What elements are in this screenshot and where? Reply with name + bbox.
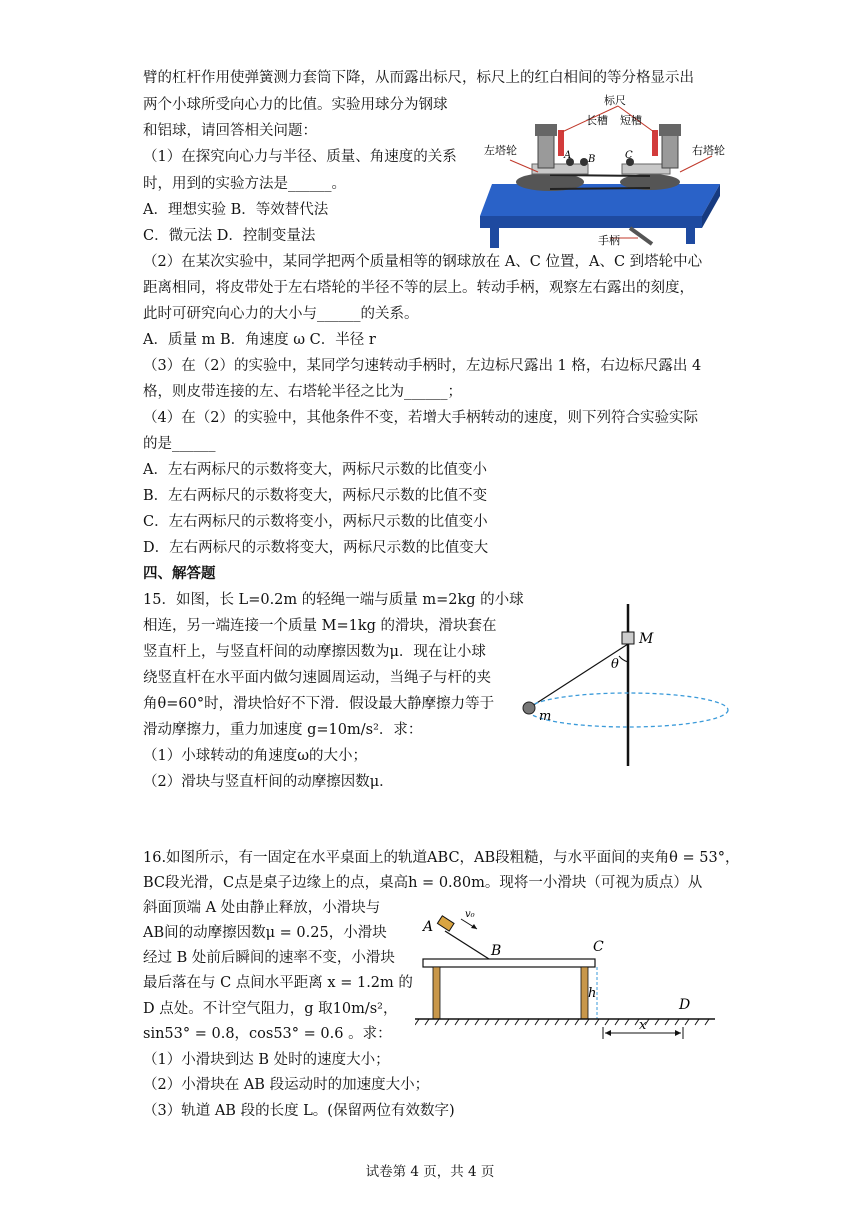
q14-line-17: C．左右两标尺的示数将变小，两标尺示数的比值变小 xyxy=(143,514,488,530)
conical-pendulum-figure xyxy=(515,600,740,770)
q15-line-2: 竖直杆上，与竖直杆间的动摩擦因数为μ．现在让小球 xyxy=(143,644,486,660)
q15-line-3: 绕竖直杆在水平面内做匀速圆周运动，当绳子与杆的夹 xyxy=(143,670,491,686)
q14-line-1: 两个小球所受向心力的比值。实验用球分为钢球 xyxy=(143,97,448,113)
q16-line-10: （3）轨道 AB 段的长度 L。(保留两位有效数字) xyxy=(143,1103,455,1119)
q16-line-7: sin53° = 0.8，cos53° = 0.6 。求： xyxy=(143,1026,392,1042)
q14-line-9: 此时可研究向心力的大小与______的关系。 xyxy=(143,306,419,322)
table-leg-right xyxy=(581,967,588,1019)
label-B: B xyxy=(491,943,502,959)
q16-line-8: （1）小滑块到达 B 处时的速度大小； xyxy=(143,1052,390,1068)
label-right-pulley: 右塔轮 xyxy=(692,144,725,157)
table-leg-left xyxy=(433,967,440,1019)
track-table-figure xyxy=(415,905,725,1040)
label-c: C xyxy=(625,150,633,161)
q15-line-6: （1）小球转动的角速度ω的大小； xyxy=(143,748,368,764)
label-A: A xyxy=(423,919,434,935)
q16-line-6: D 点处。不计空气阻力，g 取10m/s²， xyxy=(143,1001,398,1017)
slider-block xyxy=(622,632,634,644)
label-short-groove: 短槽 xyxy=(620,114,642,127)
label-h: h xyxy=(588,986,597,1001)
ground-hatch xyxy=(415,1019,709,1025)
q16-line-1: BC段光滑，C点是桌子边缘上的点，桌高h = 0.80m。现将一小滑块（可视为质点）从 xyxy=(143,875,703,891)
q16-line-3: AB间的动摩擦因数μ = 0.25，小滑块 xyxy=(143,925,387,941)
q14-line-4: 时，用到的实验方法是______。 xyxy=(143,176,346,192)
page-footer: 试卷第 4 页，共 4 页 xyxy=(365,1164,495,1180)
q14-line-14: 的是______ xyxy=(143,436,216,452)
table-front xyxy=(480,216,702,228)
q14-line-10: A．质量 m B．角速度 ω C．半径 r xyxy=(143,332,376,348)
q15-line-1: 相连，另一端连接一个质量 M=1kg 的滑块，滑块套在 xyxy=(143,618,497,634)
q16-line-2: 斜面顶端 A 处由静止释放，小滑块与 xyxy=(143,900,381,916)
q14-line-2: 和铝球，请回答相关问题： xyxy=(143,123,317,139)
q14-line-3: （1）在探究向心力与半径、质量、角速度的关系 xyxy=(143,149,457,165)
q14-line-16: B．左右两标尺的示数将变大，两标尺示数的比值不变 xyxy=(143,488,488,504)
right-ruler xyxy=(652,130,658,156)
q15-line-7: （2）滑块与竖直杆间的动摩擦因数μ． xyxy=(143,774,394,790)
q15-line-4: 角θ=60°时，滑块恰好不下滑．假设最大静摩擦力等于 xyxy=(143,696,495,712)
q14-line-15: A．左右两标尺的示数将变大，两标尺示数的比值变小 xyxy=(143,462,487,478)
q14-line-11: （3）在（2）的实验中，某同学匀速转动手柄时，左边标尺露出 1 格，右边标尺露出 4 xyxy=(143,358,702,374)
centripetal-apparatus-figure xyxy=(480,92,740,252)
crank-handle xyxy=(630,228,652,244)
q14-line-5: A．理想实验 B．等效替代法 xyxy=(143,202,329,218)
q16-line-4: 经过 B 处前后瞬间的速率不变，小滑块 xyxy=(143,950,395,966)
q15-line-0: 15．如图，长 L=0.2m 的轻绳一端与质量 m=2kg 的小球 xyxy=(143,592,524,608)
label-M: M xyxy=(639,631,654,647)
q14-line-8: 距离相同，将皮带处于左右塔轮的半径不等的层上。转动手柄，观察左右露出的刻度， xyxy=(143,280,694,296)
left-cap xyxy=(535,124,557,136)
angle-arc xyxy=(619,656,628,662)
label-long-groove: 长槽 xyxy=(586,114,608,127)
label-x: x xyxy=(639,1018,647,1033)
incline-ab xyxy=(445,931,489,959)
q16-line-9: （2）小滑块在 AB 段运动时的加速度大小； xyxy=(143,1077,430,1093)
q16-line-5: 最后落在与 C 点间水平距离 x = 1.2m 的 xyxy=(143,975,413,991)
label-b: B xyxy=(588,154,596,165)
label-theta: θ xyxy=(611,657,619,672)
label-m: m xyxy=(539,709,552,724)
q15-line-5: 滑动摩擦力，重力加速度 g=10m/s²．求： xyxy=(143,722,423,738)
label-D: D xyxy=(679,997,691,1013)
table-leg xyxy=(490,228,499,248)
tabletop xyxy=(423,959,595,967)
label-ruler: 标尺 xyxy=(604,94,626,107)
q16-line-0: 16.如图所示，有一固定在水平桌面上的轨道ABC，AB段粗糙，与水平面间的夹角θ = 53°， xyxy=(143,850,740,866)
label-C: C xyxy=(593,939,604,955)
ball-b xyxy=(580,158,588,166)
right-cap xyxy=(659,124,681,136)
q14-line-12: 格，则皮带连接的左、右塔轮半径之比为______； xyxy=(143,384,462,400)
q14-line-7: （2）在某次实验中，某同学把两个质量相等的钢球放在 A、C 位置，A、C 到塔轮中心 xyxy=(143,254,703,270)
q14-line-6: C．微元法 D．控制变量法 xyxy=(143,228,316,244)
q14-line-0: 臂的杠杆作用使弹簧测力套筒下降，从而露出标尺，标尺上的红白相间的等分格显示出 xyxy=(143,70,694,86)
label-v0: v₀ xyxy=(465,909,475,920)
slider xyxy=(437,916,454,931)
table-leg xyxy=(686,228,695,244)
label-crank: 手柄 xyxy=(598,234,620,247)
section-title: 四、解答题 xyxy=(143,565,216,582)
q14-line-13: （4）在（2）的实验中，其他条件不变，若增大手柄转动的速度，则下列符合实验实际 xyxy=(143,410,698,426)
left-column xyxy=(538,132,554,168)
ball xyxy=(523,702,535,714)
q14-line-18: D．左右两标尺的示数将变大，两标尺示数的比值变大 xyxy=(143,540,489,556)
rope xyxy=(529,644,628,708)
right-column xyxy=(662,132,678,168)
label-a: A xyxy=(564,150,572,161)
label-left-pulley: 左塔轮 xyxy=(484,144,517,157)
